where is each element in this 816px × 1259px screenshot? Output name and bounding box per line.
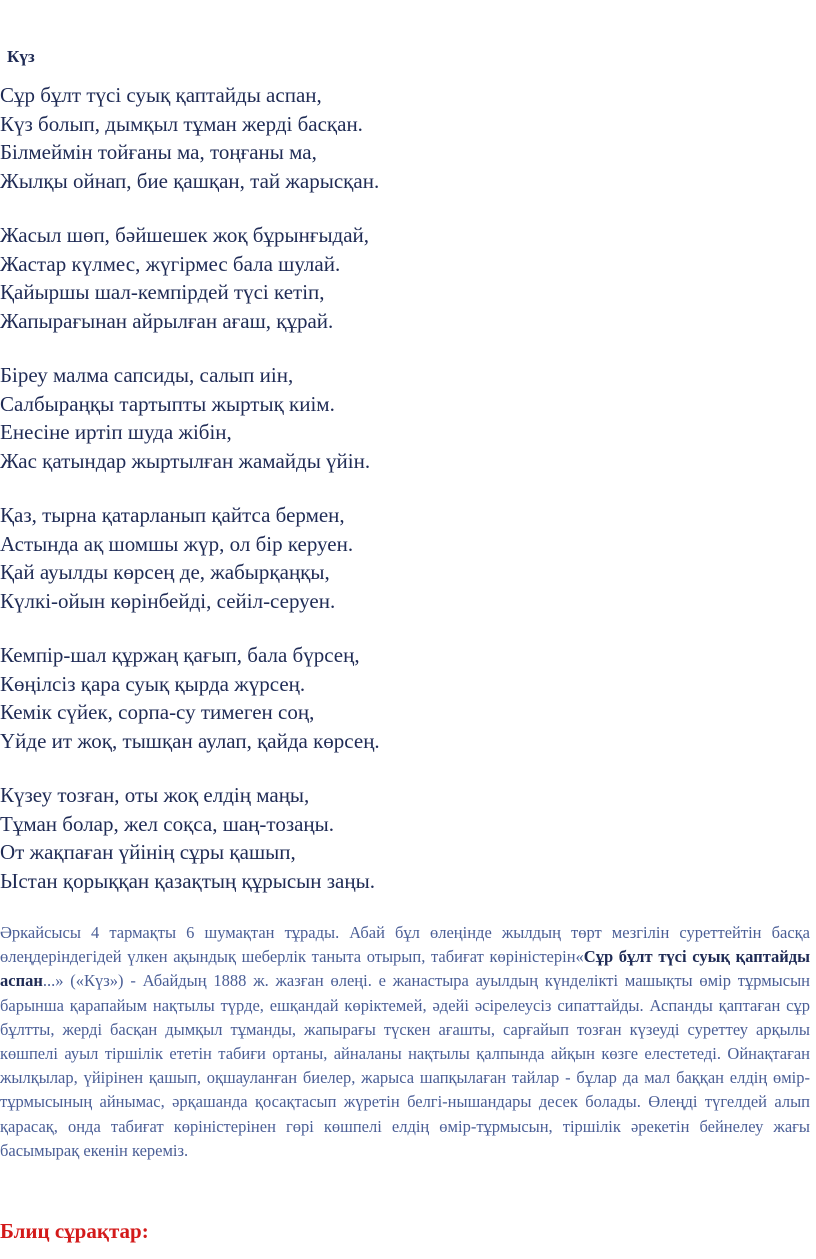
poem-line: Біреу малма сапсиды, салып иін,: [0, 363, 294, 387]
poem-line: Салбыраңқы тартыпты жыртық киім.: [0, 391, 335, 416]
analysis-text-start: Әркайсысы 4 тармақты 6 шумақтан тұрады. Абай бұл өлеңінде жылдың төрт мезгілін суреттейтін басқа өлеңдеріндегідей үлкен ақындық шеберлік таныта отырып, табиғат көріністерін«: [0, 923, 810, 967]
quoted-line: Сұр бұлт түсі суық қаптайды аспан: [0, 947, 810, 991]
poem-line: Күз болып, дымқыл тұман жерді басқан.: [0, 111, 363, 136]
poem-line: Сұр бұлт түсі суық қаптайды аспан,: [0, 83, 322, 107]
analysis-paragraph: [0, 921, 810, 1163]
poem-line: Жас қатындар жыртылған жамайды үйін.: [0, 448, 371, 473]
blitz-questions-heading: Блиц сұрақтар:: [0, 1219, 149, 1243]
poem-line: Енесіне иртіп шуда жібін,: [0, 420, 232, 444]
poem-line: Кемпір-шал құржаң қағып, бала бүрсең,: [0, 643, 360, 667]
poem-line: Жылқы ойнап, бие қашқан, тай жарысқан.: [0, 168, 380, 193]
poem-line: От жақпаған үйінің сұры қашып,: [0, 840, 296, 864]
poem-line: Қаз, тырна қатарланып қайтса бермен,: [0, 503, 345, 527]
poem-line: Үйде ит жоқ, тышқан аулап, қайда көрсең.: [0, 728, 380, 753]
stanza-2: [0, 221, 810, 335]
poem-line: Тұман болар, жел соқса, шаң-тозаңы.: [0, 811, 335, 836]
poem-title: Күз: [7, 47, 35, 66]
poem-line: Кемік сүйек, сорпа-су тимеген соң,: [0, 700, 315, 724]
stanza-5: [0, 641, 810, 755]
poem-body: [0, 81, 810, 921]
poem-line: Жасыл шөп, бәйшешек жоқ бұрынғыдай,: [0, 223, 370, 247]
poem-line: Жапырағынан айрылған ағаш, құрай.: [0, 308, 334, 333]
stanza-1: [0, 81, 810, 195]
stanza-6: [0, 781, 810, 895]
poem-line: Қайыршы шал-кемпірдей түсі кетіп,: [0, 280, 325, 304]
poem-line: Білмеймін тойғаны ма, тоңғаны ма,: [0, 140, 317, 164]
poem-line: Жастар күлмес, жүгірмес бала шулай.: [0, 251, 341, 276]
poem-line: Күзеу тозған, оты жоқ елдің маңы,: [0, 783, 310, 807]
poem-line: Қай ауылды көрсең де, жабырқаңқы,: [0, 560, 330, 584]
stanza-3: [0, 361, 810, 475]
poem-line: Көңілсіз қара суық қырда жүрсең.: [0, 671, 306, 696]
poem-line: Күлкі-ойын көрінбейді, сейіл-серуен.: [0, 588, 336, 613]
analysis-text-rest: ...» («Күз») - Абайдың 1888 ж. жазған өлеңі. е жанастыра ауылдың күнделікті машықты өмір тұрмысын барынша қарапайым нақтылы түрде, ешқандай көріктемей, әдейі әсірелеусіз сипаттайды. Аспанды қаптаған сұр бұлтты, жерді басқан дымқыл тұманды, жапырағы түскен ағашты, сарғайып тозған күзеуді суреттеу арқылы көшпелі ауыл тіршілік ететін табиғи ортаны, айналаны нақтылы қалпында айқын көзге елестетеді. Ойнақтаған жылқылар, үйірінен қашып, оқшауланған биелер, жарыса шапқылаған тайлар - бұлар да мал баққан елдің өмір-тұрмысының айнымас, әрқашанда қосақтасып жүретін белгі-нышандары десек болады. Өлеңді түгелдей алып қарасақ, онда табиғат көріністерінен гөрі көшпелі елдің өмір-тұрмысын, тіршілік әрекетін бейнелеу жағы басымырақ екенін кереміз.: [0, 971, 810, 1160]
poem-line: Астында ақ шомшы жүр, ол бір керуен.: [0, 531, 354, 556]
poem-line: Ыстан қорыққан қазақтың құрысын заңы.: [0, 868, 375, 893]
stanza-4: [0, 501, 810, 615]
